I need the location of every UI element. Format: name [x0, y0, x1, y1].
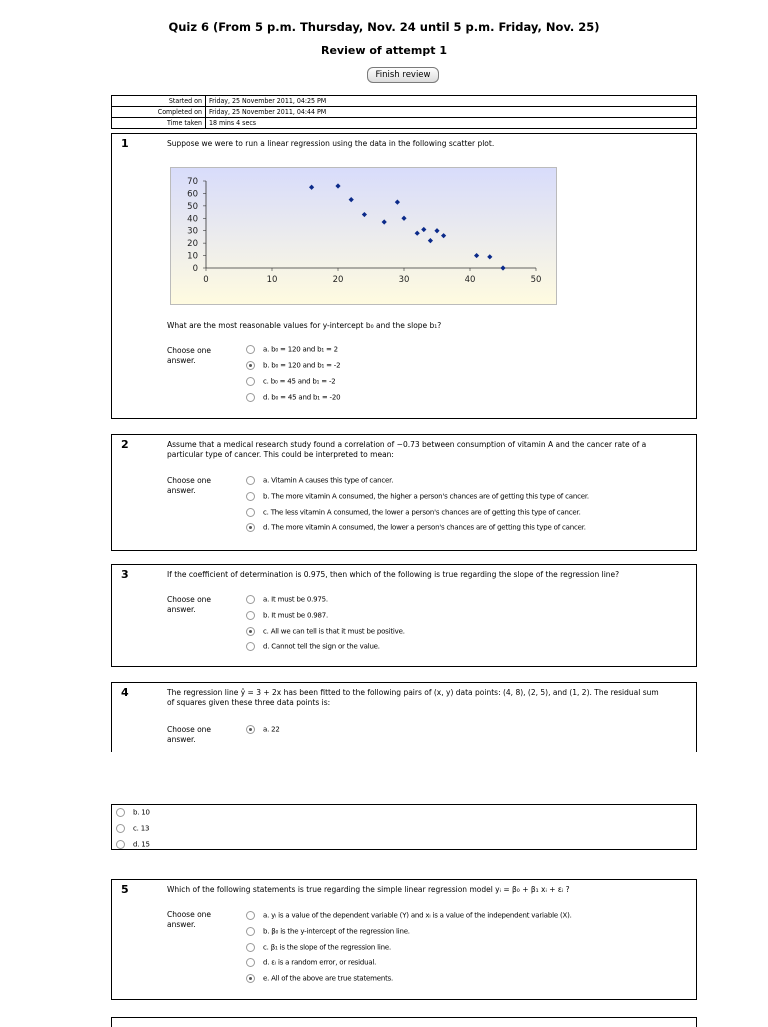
question-number: 5	[121, 883, 129, 896]
question-4	[111, 682, 697, 752]
question-number: 3	[121, 568, 129, 581]
q4-option-b[interactable]	[116, 808, 150, 817]
question-4-continued	[111, 804, 697, 850]
q4-option-d[interactable]	[116, 840, 150, 849]
q4-option-c[interactable]	[116, 824, 149, 833]
q5-option-d[interactable]	[246, 958, 376, 967]
radio-button[interactable]	[246, 611, 255, 620]
radio-button[interactable]	[246, 361, 255, 370]
y-tick-label: 30	[187, 226, 198, 237]
x-tick-label: 20	[332, 275, 344, 285]
q4-option-a[interactable]	[246, 725, 280, 734]
info-value: Friday, 25 November 2011, 04:44 PM	[206, 107, 697, 118]
option-label: b. 10	[133, 808, 150, 817]
question-number: 4	[121, 686, 129, 699]
option-label: c. b₀ = 45 and b₁ = -2	[263, 377, 336, 386]
option-label: a. Vitamin A causes this type of cancer.	[263, 476, 394, 485]
q3-option-b[interactable]	[246, 611, 328, 620]
choose-label: Choose one answer.	[167, 595, 212, 614]
q3-option-c[interactable]	[246, 627, 405, 636]
q2-option-c[interactable]	[246, 508, 581, 517]
page-subtitle: Review of attempt 1	[321, 44, 447, 57]
radio-button[interactable]	[246, 642, 255, 651]
attempt-info-table	[111, 95, 697, 129]
option-label: b. The more vitamin A consumed, the higher a person's chances are of getting this type of cancer.	[263, 492, 589, 501]
radio-button[interactable]	[246, 595, 255, 604]
choose-label: Choose one answer.	[167, 476, 212, 495]
q3-option-a[interactable]	[246, 595, 328, 604]
q2-option-a[interactable]	[246, 476, 393, 485]
scatter-plot	[171, 168, 556, 304]
question-6-edge	[111, 1017, 697, 1027]
radio-button[interactable]	[246, 974, 255, 983]
info-value: Friday, 25 November 2011, 04:25 PM	[206, 96, 697, 107]
choose-label: Choose one answer.	[167, 346, 212, 365]
radio-button[interactable]	[116, 840, 125, 849]
option-label: d. Cannot tell the sign or the value.	[263, 642, 380, 651]
radio-button[interactable]	[246, 508, 255, 517]
info-row	[112, 107, 697, 118]
radio-button[interactable]	[246, 492, 255, 501]
q2-option-d[interactable]	[246, 523, 586, 532]
q1-option-b[interactable]	[246, 361, 340, 370]
option-label: a. It must be 0.975.	[263, 595, 328, 604]
option-label: b. β₀ is the y-intercept of the regression line.	[263, 927, 410, 936]
question-text: If the coefficient of determination is 0.975, then which of the following is true regarding the slope of the regression line?	[167, 570, 620, 579]
q1-option-a[interactable]	[246, 345, 338, 354]
radio-button[interactable]	[246, 927, 255, 936]
y-tick-label: 10	[187, 251, 198, 262]
radio-button[interactable]	[246, 476, 255, 485]
radio-button[interactable]	[246, 627, 255, 636]
radio-button[interactable]	[246, 523, 255, 532]
question-followup: What are the most reasonable values for y-intercept b₀ and the slope b₁?	[167, 321, 442, 330]
option-label: b. It must be 0.987.	[263, 611, 329, 620]
question-text: Which of the following statements is true regarding the simple linear regression model yᵢ = β₀ + β₁ xᵢ + εᵢ ?	[167, 885, 570, 894]
option-label: c. 13	[133, 824, 150, 833]
option-label: d. b₀ = 45 and b₁ = -20	[263, 393, 341, 402]
info-row	[112, 96, 697, 107]
x-tick-label: 50	[530, 275, 542, 285]
q5-option-c[interactable]	[246, 943, 391, 952]
info-row	[112, 118, 697, 129]
y-tick-label: 0	[192, 264, 198, 274]
y-tick-label: 20	[187, 239, 198, 250]
option-label: b. b₀ = 120 and b₁ = -2	[263, 361, 341, 370]
y-tick-label: 60	[187, 189, 198, 200]
q1-option-c[interactable]	[246, 377, 336, 386]
radio-button[interactable]	[116, 824, 125, 833]
info-key: Time taken	[112, 118, 206, 129]
q1-option-d[interactable]	[246, 393, 340, 402]
q3-option-d[interactable]	[246, 642, 380, 651]
x-tick-label: 10	[266, 275, 278, 285]
option-label: c. All we can tell is that it must be positive.	[263, 627, 405, 636]
info-key: Completed on	[112, 107, 206, 118]
question-text: The regression line ŷ = 3 + 2x has been fitted to the following pairs of (x, y) data points: (4, 8), (2, 5), and (1, 2). The residual sum of squares given these three data points is:	[167, 688, 659, 707]
option-label: c. The less vitamin A consumed, the lower a person's chances are of getting this type of cancer.	[263, 508, 581, 517]
choose-label: Choose one answer.	[167, 910, 212, 929]
x-tick-label: 0	[203, 275, 209, 285]
radio-button[interactable]	[246, 393, 255, 402]
radio-button[interactable]	[116, 808, 125, 817]
question-text: Assume that a medical research study found a correlation of −0.73 between consumption of vitamin A and the cancer rate of a particular type of cancer. This could be interpreted to mean:	[167, 440, 647, 459]
radio-button[interactable]	[246, 958, 255, 967]
q2-option-b[interactable]	[246, 492, 589, 501]
question-3	[111, 564, 697, 667]
info-key: Started on	[112, 96, 206, 107]
option-label: d. The more vitamin A consumed, the lower a person's chances are of getting this type of cancer.	[263, 523, 586, 532]
choose-label: Choose one answer.	[167, 725, 212, 744]
info-value: 18 mins 4 secs	[206, 118, 697, 129]
q5-option-b[interactable]	[246, 927, 410, 936]
question-5	[111, 879, 697, 1000]
option-label: a. 22	[263, 725, 280, 734]
x-tick-label: 30	[398, 275, 410, 285]
y-tick-label: 70	[187, 177, 198, 187]
radio-button[interactable]	[246, 345, 255, 354]
scatter-chart	[170, 167, 557, 305]
radio-button[interactable]	[246, 943, 255, 952]
q5-option-a[interactable]	[246, 911, 572, 920]
question-number: 1	[121, 137, 129, 150]
option-label: c. β₁ is the slope of the regression line.	[263, 943, 392, 952]
option-label: a. b₀ = 120 and b₁ = 2	[263, 345, 338, 354]
finish-review-button[interactable]: Finish review	[367, 67, 439, 83]
page-title: Quiz 6 (From 5 p.m. Thursday, Nov. 24 until 5 p.m. Friday, Nov. 25)	[168, 20, 600, 34]
q5-option-e[interactable]	[246, 974, 393, 983]
option-label: d. 15	[133, 840, 150, 849]
radio-button[interactable]	[246, 725, 255, 734]
question-number: 2	[121, 438, 129, 451]
x-tick-label: 40	[464, 275, 476, 285]
y-tick-label: 50	[187, 201, 198, 212]
radio-button[interactable]	[246, 377, 255, 386]
option-label: e. All of the above are true statements.	[263, 974, 394, 983]
question-text: Suppose we were to run a linear regression using the data in the following scatter plot.	[167, 139, 495, 148]
option-label: d. εᵢ is a random error, or residual.	[263, 958, 377, 967]
y-tick-label: 40	[187, 214, 198, 225]
radio-button[interactable]	[246, 911, 255, 920]
option-label: a. yᵢ is a value of the dependent variable (Y) and xᵢ is a value of the independent variable (X).	[263, 911, 572, 920]
